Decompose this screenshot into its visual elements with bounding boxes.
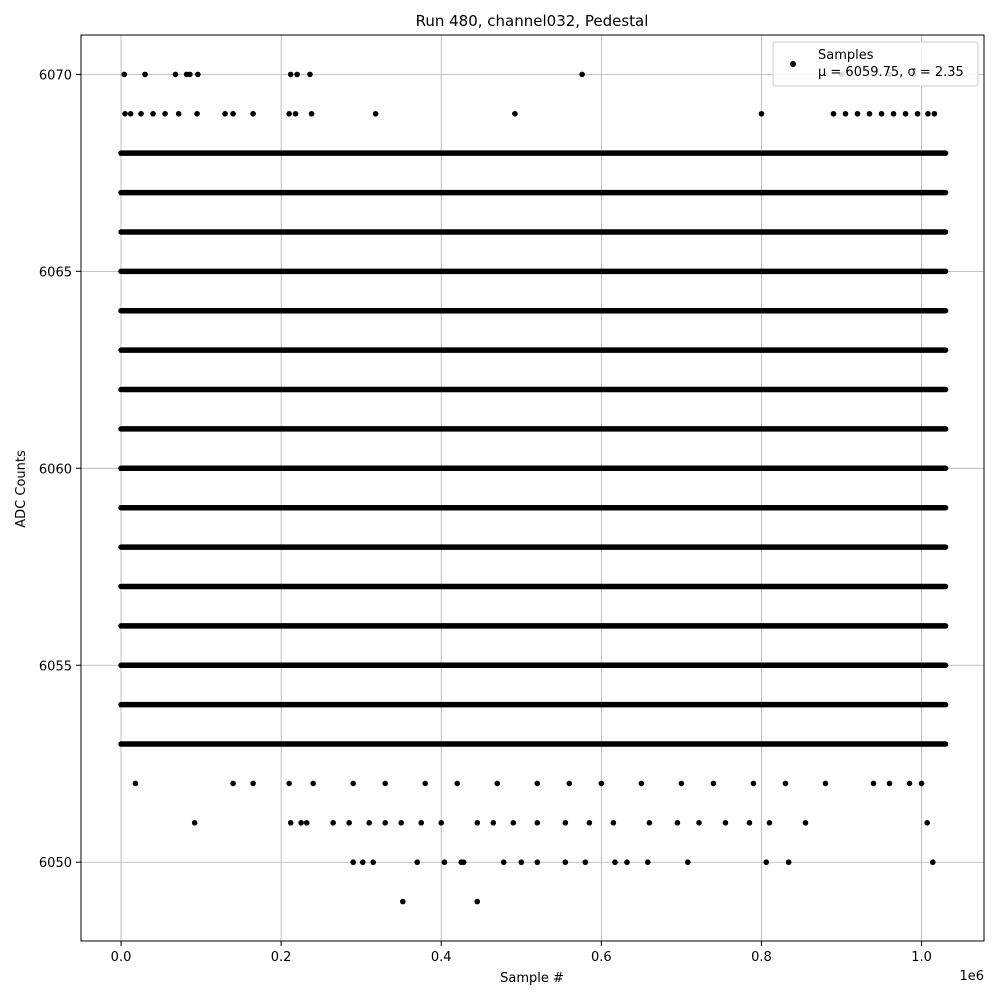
data-point xyxy=(382,781,388,787)
data-point xyxy=(930,859,936,865)
data-point xyxy=(567,781,573,787)
data-point xyxy=(579,72,585,78)
data-point xyxy=(679,781,685,787)
data-point xyxy=(360,859,366,865)
x-tick-label: 0.6 xyxy=(591,950,612,965)
data-point xyxy=(414,859,420,865)
data-point xyxy=(138,111,144,117)
data-point xyxy=(924,820,930,826)
data-point xyxy=(563,859,569,865)
data-point xyxy=(288,820,294,826)
data-point xyxy=(587,820,593,826)
data-point xyxy=(187,72,193,78)
data-point xyxy=(346,820,352,826)
data-point xyxy=(474,820,480,826)
data-point xyxy=(142,72,148,78)
y-tick-label: 6070 xyxy=(38,68,72,84)
data-point xyxy=(510,820,516,826)
data-point xyxy=(751,781,757,787)
data-point xyxy=(843,111,849,117)
data-point xyxy=(293,111,299,117)
data-point xyxy=(454,781,460,787)
data-point xyxy=(611,820,617,826)
data-point xyxy=(474,899,480,905)
data-point xyxy=(645,859,651,865)
y-tick-label: 6060 xyxy=(38,462,72,478)
data-point xyxy=(382,820,388,826)
data-point xyxy=(639,781,645,787)
y-tick-label: 6055 xyxy=(38,659,72,675)
data-point xyxy=(879,111,885,117)
data-point xyxy=(647,820,653,826)
data-point xyxy=(194,111,200,117)
data-point xyxy=(535,820,541,826)
data-point xyxy=(747,820,753,826)
data-point xyxy=(298,820,304,826)
legend-stats: μ = 6059.75, σ = 2.35 xyxy=(818,65,964,80)
chart-title: Run 480, channel032, Pedestal xyxy=(415,12,649,30)
data-point xyxy=(907,781,913,787)
data-point xyxy=(195,72,201,78)
data-point xyxy=(288,72,294,78)
data-point xyxy=(442,859,448,865)
data-point xyxy=(871,781,877,787)
data-point xyxy=(763,859,769,865)
data-point xyxy=(286,111,292,117)
data-point xyxy=(583,859,589,865)
data-point xyxy=(855,111,861,117)
data-point xyxy=(903,111,909,117)
x-tick-label: 0.4 xyxy=(430,950,452,965)
data-point xyxy=(696,820,702,826)
data-point xyxy=(330,820,336,826)
data-point xyxy=(887,781,893,787)
data-point xyxy=(512,111,518,117)
data-point xyxy=(150,111,156,117)
data-point xyxy=(461,859,467,865)
data-point xyxy=(535,781,541,787)
data-point xyxy=(122,111,128,117)
data-point xyxy=(915,111,921,117)
data-point xyxy=(366,820,372,826)
data-point xyxy=(925,111,931,117)
data-point xyxy=(723,820,729,826)
data-point xyxy=(310,781,316,787)
data-point xyxy=(490,820,496,826)
data-point xyxy=(176,111,182,117)
y-tick-label: 6050 xyxy=(38,856,72,872)
data-point xyxy=(222,111,228,117)
data-point xyxy=(767,820,773,826)
data-point xyxy=(823,781,829,787)
data-point xyxy=(173,72,179,78)
x-tick-label: 0.2 xyxy=(270,950,292,965)
data-point xyxy=(307,72,313,78)
data-point xyxy=(599,781,605,787)
data-point xyxy=(373,111,379,117)
data-point xyxy=(919,781,925,787)
data-point xyxy=(418,820,424,826)
data-point xyxy=(518,859,524,865)
x-tick-label: 0.8 xyxy=(751,950,772,965)
data-point xyxy=(535,859,541,865)
data-point xyxy=(494,781,500,787)
data-point xyxy=(563,820,569,826)
data-point xyxy=(350,859,356,865)
data-point xyxy=(803,820,809,826)
data-point xyxy=(350,781,356,787)
data-point xyxy=(304,820,310,826)
data-point xyxy=(867,111,873,117)
x-tick-label: 1.0 xyxy=(911,950,932,965)
data-point xyxy=(422,781,428,787)
data-point xyxy=(133,781,139,787)
data-point xyxy=(783,781,789,787)
x-tick-label: 0.0 xyxy=(110,950,132,965)
x-axis-offset-label: 1e6 xyxy=(959,969,984,984)
data-point xyxy=(294,72,300,78)
legend-marker xyxy=(790,61,796,67)
x-axis-label: Sample # xyxy=(500,971,564,986)
data-point xyxy=(612,859,618,865)
data-point xyxy=(675,820,681,826)
legend-label: Samples xyxy=(818,48,874,63)
data-point xyxy=(398,820,404,826)
data-point xyxy=(501,859,507,865)
data-point xyxy=(162,111,168,117)
data-point xyxy=(250,111,256,117)
y-axis-label: ADC Counts xyxy=(14,450,29,528)
data-point xyxy=(309,111,315,117)
data-point xyxy=(685,859,691,865)
data-point xyxy=(121,72,127,78)
data-point xyxy=(786,859,792,865)
data-point xyxy=(128,111,134,117)
data-point xyxy=(759,111,765,117)
data-point xyxy=(711,781,717,787)
legend xyxy=(773,42,978,86)
data-point xyxy=(192,820,198,826)
data-point xyxy=(932,111,938,117)
data-point xyxy=(438,820,444,826)
data-point xyxy=(370,859,376,865)
data-point xyxy=(400,899,406,905)
data-point xyxy=(230,111,236,117)
data-point xyxy=(250,781,256,787)
data-point xyxy=(230,781,236,787)
y-tick-label: 6065 xyxy=(38,265,72,281)
data-point xyxy=(891,111,897,117)
data-point xyxy=(624,859,630,865)
data-point xyxy=(831,111,837,117)
data-point xyxy=(286,781,292,787)
